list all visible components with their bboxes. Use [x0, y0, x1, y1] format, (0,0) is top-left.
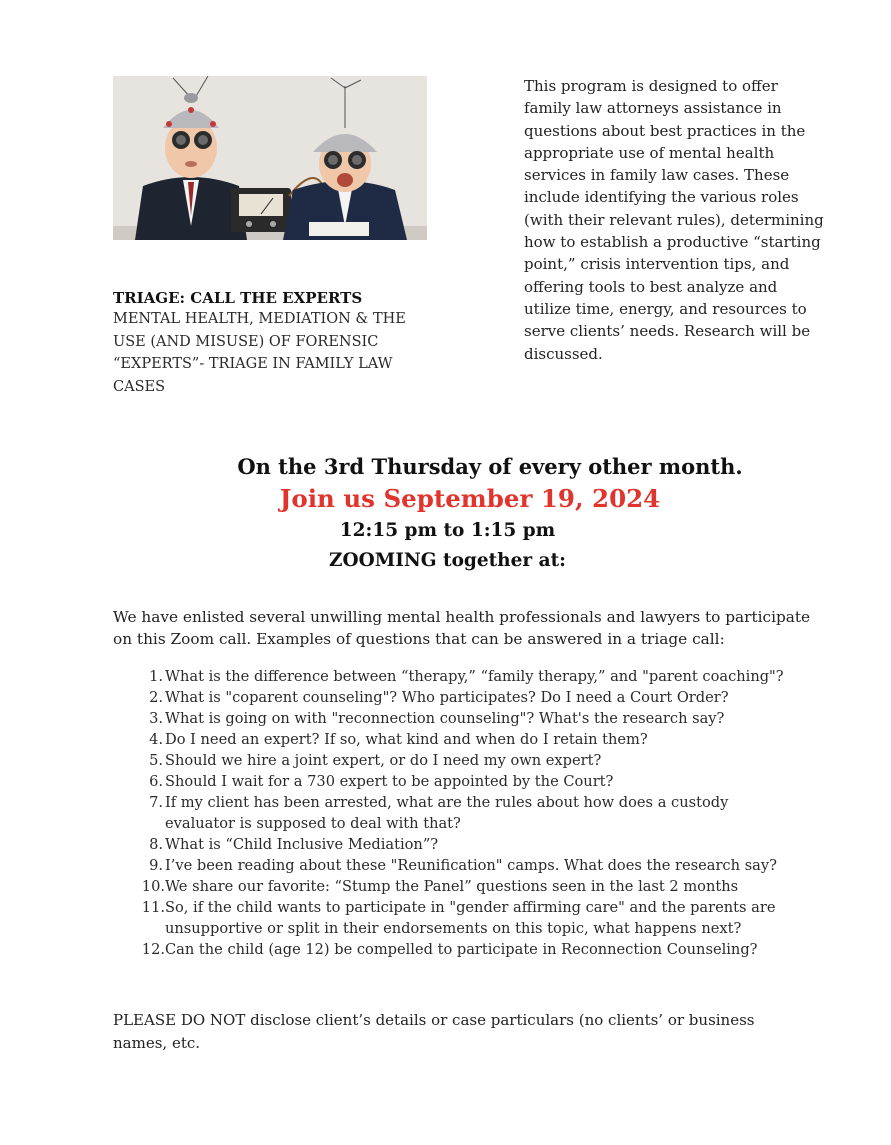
list-item: [113, 792, 853, 834]
question-text: Should I wait for a 730 expert to be appointed by the Court?: [165, 773, 614, 790]
intro-line: discussed.: [524, 344, 603, 363]
event-time: 12:15 pm to 1:15 pm: [339, 520, 556, 541]
triage-subtitle-line: “EXPERTS”- TRIAGE IN FAMILY LAW: [113, 356, 393, 372]
list-item: [113, 666, 853, 687]
enlisted-line: We have enlisted several unwilling mental health professionals and lawyers to participate: [113, 608, 811, 626]
list-item: [113, 687, 853, 708]
question-text: evaluator is supposed to deal with that?: [165, 815, 461, 832]
intro-line: services in family law cases. These: [524, 166, 790, 185]
question-text: What is "coparent counseling"? Who participates? Do I need a Court Order?: [165, 689, 729, 706]
question-number: 2.: [149, 689, 163, 706]
question-number: 12.: [141, 941, 165, 958]
intro-line: point,” crisis intervention tips, and: [524, 255, 790, 274]
question-text: What is the difference between “therapy,” “family therapy,” and "parent coaching"?: [165, 668, 784, 685]
list-item: [113, 876, 853, 897]
question-number: 11.: [141, 899, 165, 916]
question-text: I’ve been reading about these "Reunification" camps. What does the research say?: [165, 857, 777, 874]
question-text: Can the child (age 12) be compelled to participate in Reconnection Counseling?: [165, 941, 758, 958]
intro-line: offering tools to best analyze and: [524, 277, 778, 296]
intro-line: include identifying the various roles: [524, 188, 799, 207]
kids-experts-photo: [113, 76, 427, 240]
question-text: So, if the child wants to participate in "gender affirming care" and the parents are: [165, 899, 776, 916]
notice-line: names, etc.: [113, 1033, 201, 1052]
intro-line: how to establish a productive “starting: [524, 233, 821, 252]
question-text: unsupportive or split in their endorsements on this topic, what happens next?: [165, 920, 742, 937]
intro-line: questions about best practices in the: [524, 121, 806, 140]
triage-subtitle-line: CASES: [113, 378, 166, 395]
question-number: 10.: [141, 878, 165, 895]
list-item: [113, 750, 853, 771]
program-description: [524, 75, 844, 365]
question-text: Should we hire a joint expert, or do I need my own expert?: [165, 752, 602, 769]
intro-line: family law attorneys assistance in: [524, 99, 782, 118]
list-item: [113, 897, 853, 939]
question-number: 8.: [149, 836, 163, 853]
question-number: 9.: [149, 857, 163, 874]
question-text: If my client has been arrested, what are the rules about how does a custody: [165, 794, 729, 811]
intro-line: This program is designed to offer: [524, 77, 778, 95]
questions-list: [113, 666, 853, 960]
list-item: [113, 729, 853, 750]
question-number: 4.: [149, 731, 163, 748]
photo-illustration: [113, 76, 427, 240]
intro-line: (with their relevant rules), determining: [524, 210, 824, 229]
triage-subtitle-line: USE (AND MISUSE) OF FORENSIC: [113, 333, 379, 350]
list-item: [113, 771, 853, 792]
question-number: 5.: [149, 752, 163, 769]
triage-block: [113, 288, 443, 398]
event-details: [0, 452, 891, 576]
list-item: [113, 708, 853, 729]
intro-line: serve clients’ needs. Research will be: [524, 322, 811, 341]
intro-line: appropriate use of mental health: [524, 143, 775, 162]
intro-line: utilize time, energy, and resources to: [524, 299, 807, 318]
triage-subtitle-line: MENTAL HEALTH, MEDIATION & THE: [113, 311, 406, 327]
enlisted-line: on this Zoom call. Examples of questions that can be answered in a triage call:: [113, 630, 725, 648]
notice-line: PLEASE DO NOT disclose client’s details or case particulars (no clients’ or business: [113, 1011, 755, 1029]
question-number: 1.: [149, 668, 163, 685]
question-number: 7.: [149, 794, 163, 811]
event-schedule: On the 3rd Thursday of every other month.: [237, 454, 743, 479]
event-zoom: ZOOMING together at:: [329, 550, 566, 571]
list-item: [113, 855, 853, 876]
confidentiality-notice: [113, 1009, 853, 1054]
enlisted-paragraph: [113, 606, 853, 650]
question-text: What is going on with "reconnection counseling"? What's the research say?: [165, 710, 725, 727]
event-join-date: Join us September 19, 2024: [279, 484, 661, 513]
question-text: We share our favorite: “Stump the Panel” questions seen in the last 2 months: [165, 878, 739, 895]
question-number: 3.: [149, 710, 163, 727]
question-number: 6.: [149, 773, 163, 790]
question-text: What is “Child Inclusive Mediation”?: [165, 836, 439, 853]
list-item: [113, 939, 853, 960]
list-item: [113, 834, 853, 855]
triage-subtitle: [113, 308, 443, 398]
triage-title: TRIAGE: CALL THE EXPERTS: [113, 289, 363, 307]
question-text: Do I need an expert? If so, what kind and when do I retain them?: [165, 731, 648, 748]
